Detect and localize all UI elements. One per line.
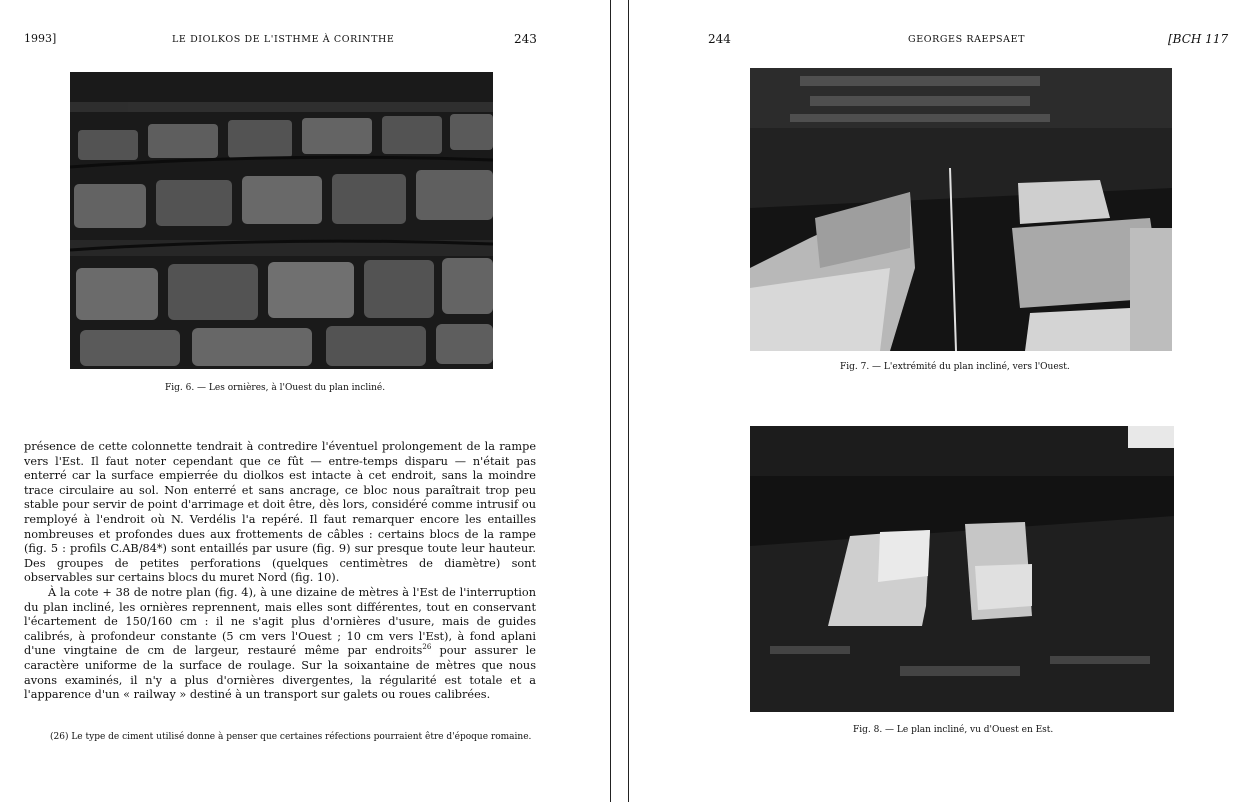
page-number: 243 [514,32,537,46]
paragraph-2-text-a: À la cote + 38 de notre plan (fig. 4), à une dizaine de mètres à l'Est de l'interruption du plan incliné, les ornières reprennent, mais elles sont différentes, tout en conservant l'écartement de 150/160 cm : il ne s'agit plus d'ornières d'usure, mais de guides calibrés, à profondeur constante (5 cm vers l'Ouest ; 10 cm vers l'Est), à fond aplani d'une vingtaine de cm de largeur, restauré même par endroits [24,585,536,658]
footnote-ref-26[interactable]: 26 [422,643,432,652]
figure-7-caption: Fig. 7. — L'extrémité du plan incliné, vers l'Ouest. [840,362,1070,372]
running-head-year: 1993] [24,32,57,45]
figure-6-photo [70,72,493,369]
figure-6-caption: Fig. 6. — Les ornières, à l'Ouest du plan incliné. [165,383,386,393]
paragraph-2-text-b: pour assurer le caractère uniforme de la surface de roulage. Sur la soixantaine de mètres que nous avons examinés, il n'y a plus d'ornières divergentes, la régularité est totale et a l'apparence d'un « railway » destiné à un transport sur galets ou roues calibrées. [24,644,536,702]
figure-8-caption: Fig. 8. — Le plan incliné, vu d'Ouest en Est. [853,725,1054,735]
left-page [0,0,610,802]
running-head-title: LE DIOLKOS DE L'ISTHME À CORINTHE [172,34,395,45]
paragraph-2 [24,586,536,703]
right-page [630,0,1244,802]
running-head-journal: [BCH 117 [1168,32,1229,46]
footnote-26: (26) Le type de ciment utilisé donne à penser que certaines réfections pourraient être d'époque romaine. [50,732,532,742]
page-edge-right [628,0,629,802]
figure-8-photo [750,426,1174,712]
figure-7-photo [750,68,1172,351]
running-head-author: GEORGES RAEPSAET [908,34,1026,45]
page-edge-left [610,0,611,802]
paragraph-1: présence de cette colonnette tendrait à contredire l'éventuel prolongement de la rampe vers l'Est. Il faut noter cependant que ce fût — entre-temps disparu — n'était pas enterré car la surface empierrée du diolkos est intacte à cet endroit, sans la moindre trace circulaire au sol. Non enterré et sans ancrage, ce bloc nous paraîtrait trop peu stable pour servir de point d'arrimage et doit être, dès lors, considéré comme intrusif ou remployé à l'endroit où N. Verdélis l'a repéré. Il faut remarquer encore les entailles nombreuses et profondes dues aux frottements de câbles : certains blocs de la rampe (fig. 5 : profils C.AB/84*) sont entaillés par usure (fig. 9) sur presque toute leur hauteur. Des groupes de petites perforations (quelques centimètres de diamètre) sont observables sur certains blocs du muret Nord (fig. 10). [24,440,536,585]
page-number: 244 [708,32,731,46]
body-text [24,440,536,703]
